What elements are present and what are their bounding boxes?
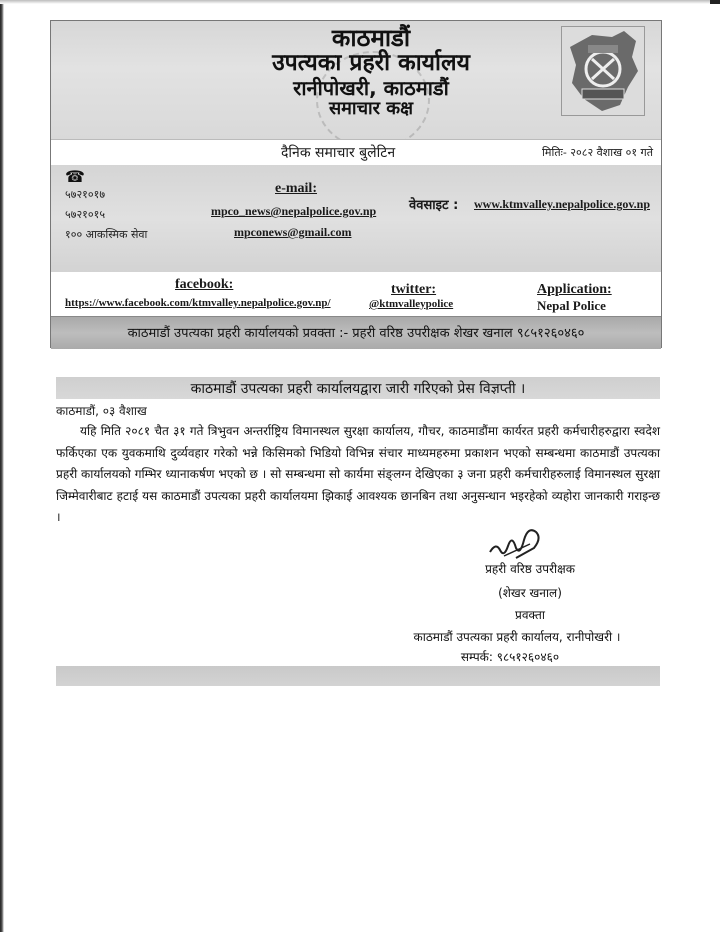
social-row <box>51 272 661 316</box>
twitter-link[interactable]: @ktmvalleypolice <box>369 298 454 310</box>
emergency-number: १०० आकस्मिक सेवा <box>65 228 148 241</box>
signatory-contact: सम्पर्क: ९८५१२६०४६० <box>460 650 560 664</box>
scan-corner <box>710 0 720 4</box>
application-label: Application: <box>537 282 612 297</box>
press-release-title-bar <box>56 377 660 399</box>
signatory-office: काठमाडौं उपत्यका प्रहरी कार्यालय, रानीपोखरी । <box>413 630 621 644</box>
police-emblem-icon <box>561 26 645 116</box>
spokesperson-text: काठमाडौं उपत्यका प्रहरी कार्यालयको प्रवक्ता :- प्रहरी वरिष्ठ उपरीक्षक शेखर खनाल ९८५१२६०४६० <box>127 326 585 341</box>
signatory-rank: प्रहरी वरिष्ठ उपरीक्षक <box>485 562 575 576</box>
office-title <box>241 25 501 118</box>
title-line-1: काठमाडौं <box>331 24 411 52</box>
website-link[interactable]: www.ktmvalley.nepalpolice.gov.np <box>474 197 651 211</box>
contact-band <box>51 165 661 272</box>
bulletin-title: दैनिक समाचार बुलेटिन <box>281 145 396 161</box>
press-release-body: यहि मिति २०८१ चैत ३१ गते त्रिभुवन अन्तर्राष्ट्रिय विमानस्थल सुरक्षा कार्यालय, गौचर, काठमाडौंमा कार्यरत प्रहरी कर्मचारीहरुद्वारा स्वदेश फर्किएका एक युवकमाथि दुर्व्यवहार गरेको भन्ने किसिमको भिडियो विभिन्न संचार माध्यमहरुमा प्रकाशन भएको सम्बन्धमा काठमाडौं उपत्यका प्रहरी कार्यालयको गम्भिर ध्यानाकर्षण भएको छ । सो सम्बन्धमा सो कार्यमा संङ्लग्न देखिएका ३ जना प्रहरी कर्मचारीहरुलाई विमानस्थल सुरक्षा जिम्मेवारीबाट हटाई यस काठमाडौं उपत्यका प्रहरी कार्यालयमा झिकाई आवश्यक छानबिन तथा अनुसन्धान भइरहेको व्यहोरा जानकारी गराइन्छ । <box>56 424 660 524</box>
email-link-2[interactable]: mpconews@gmail.com <box>234 225 352 239</box>
dateline: काठमाडौं, ०३ वैशाख <box>56 404 147 418</box>
title-line-2: उपत्यका प्रहरी कार्यालय <box>272 50 470 77</box>
letterhead <box>50 20 662 348</box>
signature-icon <box>486 522 546 562</box>
website-label: वेवसाइट : <box>409 198 459 213</box>
press-release-title: काठमाडौं उपत्यका प्रहरी कार्यालयद्वारा जारी गरिएको प्रेस विज्ञप्ती । <box>190 381 526 397</box>
bulletin-row <box>51 139 661 166</box>
facebook-link[interactable]: https://www.facebook.com/ktmvalley.nepalpolice.gov.np/ <box>65 297 331 309</box>
phone-number-1: ५७२१०१७ <box>65 188 106 201</box>
title-line-4: समाचार कक्ष <box>328 97 414 119</box>
signatory-name: (शेखर खनाल) <box>498 586 562 600</box>
scan-edge-top <box>0 0 720 4</box>
email-link-1[interactable]: mpco_news@nepalpolice.gov.np <box>211 204 377 218</box>
scan-edge <box>0 0 4 932</box>
application-name: Nepal Police <box>537 298 606 313</box>
title-line-3: रानीपोखरी, काठमाडौं <box>293 75 449 100</box>
phone-number-2: ५७२१०१५ <box>65 208 106 221</box>
letterhead-banner <box>51 21 661 139</box>
bulletin-date: मितिः- २०८२ वैशाख ०१ गते <box>542 146 653 159</box>
twitter-label: twitter: <box>391 282 437 297</box>
footer-bar <box>56 666 660 686</box>
signatory-role: प्रवक्ता <box>515 608 545 622</box>
facebook-label: facebook: <box>175 277 234 292</box>
spokesperson-band <box>51 316 661 349</box>
telephone-icon: ☎ <box>65 167 85 186</box>
email-label: e-mail: <box>275 181 317 196</box>
